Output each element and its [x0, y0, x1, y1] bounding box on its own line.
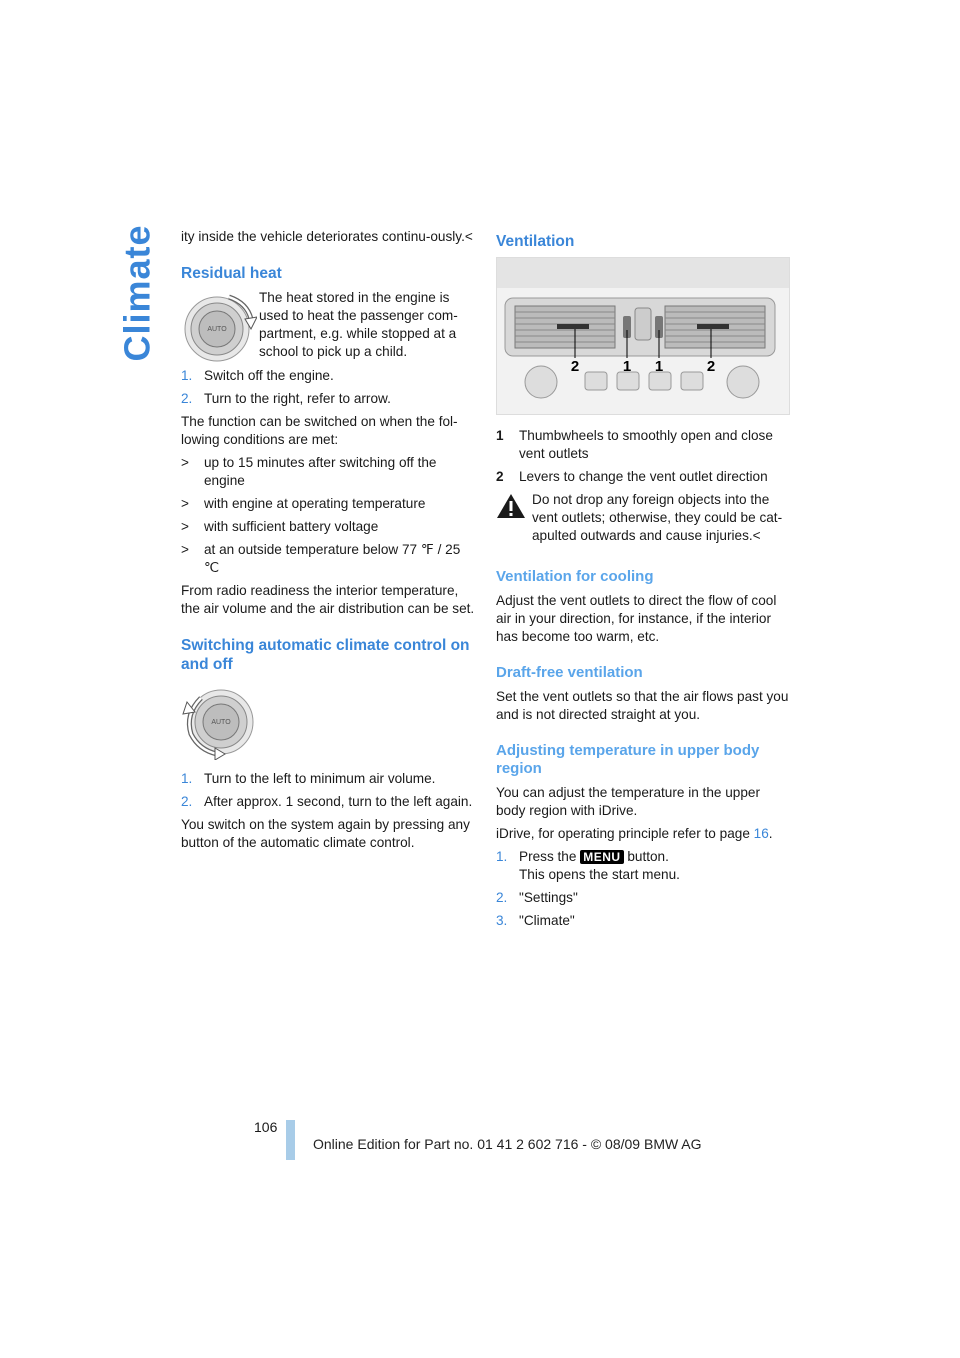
svg-text:AUTO: AUTO [207, 326, 227, 333]
list-item: 1. Press the MENU button. This opens the start menu. [496, 849, 680, 882]
upper-body-text: You can adjust the temperature in the upper body region with iDrive. [496, 785, 761, 818]
cooling-text: Adjust the vent outlets to direct the flow of cool air in your direction, for instance, if the interior has become too warm, etc. [496, 593, 777, 644]
auto-knob-left-image [181, 684, 477, 762]
chapter-title [117, 224, 159, 362]
footer-bar [286, 1120, 295, 1160]
svg-text:AUTO: AUTO [211, 719, 231, 726]
ventilation-heading: Ventilation [496, 233, 575, 250]
bullet-item: > at an outside temperature below 77 ℉ / 25 ℃ [181, 542, 461, 575]
legend-item: 1 Thumbwheels to smoothly open and close vent outlets [496, 428, 773, 461]
list-item: 2. "Settings" [496, 890, 578, 905]
callout-label: 1 [622, 358, 632, 375]
conditions-intro: The function can be switched on when the fol-lowing conditions are met: [181, 414, 458, 447]
cooling-heading: Ventilation for cooling [496, 568, 654, 585]
bullet-item: > with engine at operating temperature [181, 496, 426, 511]
callout-label: 2 [706, 358, 716, 375]
menu-button-icon: MENU [580, 850, 623, 864]
bullet-item: > up to 15 minutes after switching off the engine [181, 455, 437, 488]
residual-heat-heading: Residual heat [181, 265, 282, 282]
auto-knob-right-image [181, 289, 259, 367]
list-item: 2. Turn to the right, refer to arrow. [181, 391, 391, 406]
right-column [496, 228, 792, 935]
callout-label: 1 [654, 358, 664, 375]
draft-free-text: Set the vent outlets so that the air flows past you and is not directed straight at you. [496, 689, 789, 722]
list-item: 3. "Climate" [496, 913, 575, 928]
left-column [181, 228, 477, 857]
page-link[interactable]: 16 [753, 826, 769, 841]
residual-heat-text: The heat stored in the engine is used to heat the passenger com-partment, e.g. while stopped at a school to pick up a child. [259, 290, 458, 359]
list-item: 2. After approx. 1 second, turn to the left again. [181, 794, 473, 809]
radio-readiness-text: From radio readiness the interior temperature, the air volume and the air distribution can be set. [181, 583, 475, 616]
warning-icon [496, 493, 532, 550]
vent-outlets-image [496, 257, 790, 415]
warning-text: Do not drop any foreign objects into the vent outlets; otherwise, they could be cat-apulted outwards and cause injuries.< [532, 492, 783, 543]
chapter-title-text: Climate [117, 224, 159, 362]
edition-footer: Online Edition for Part no. 01 41 2 602 716 - © 08/09 BMW AG [313, 1136, 702, 1152]
bullet-item: > with sufficient battery voltage [181, 519, 379, 534]
switching-heading: Switching automatic climate control on and off [181, 637, 470, 673]
list-item: 1. Switch off the engine. [181, 368, 334, 383]
list-item: 1. Turn to the left to minimum air volume. [181, 771, 436, 786]
legend-item: 2 Levers to change the vent outlet direction [496, 469, 768, 484]
warning-block [496, 491, 792, 550]
callout-label: 2 [570, 358, 580, 375]
intro-text: ity inside the vehicle deteriorates continu-ously.< [181, 229, 473, 244]
page-number: 106 [254, 1119, 278, 1135]
draft-free-heading: Draft-free ventilation [496, 664, 643, 681]
switching-outro: You switch on the system again by pressing any button of the automatic climate control. [181, 817, 470, 850]
residual-heat-block [181, 289, 477, 367]
upper-body-heading: Adjusting temperature in upper body region [496, 742, 760, 777]
idrive-reference: iDrive, for operating principle refer to page 16. [496, 826, 773, 841]
